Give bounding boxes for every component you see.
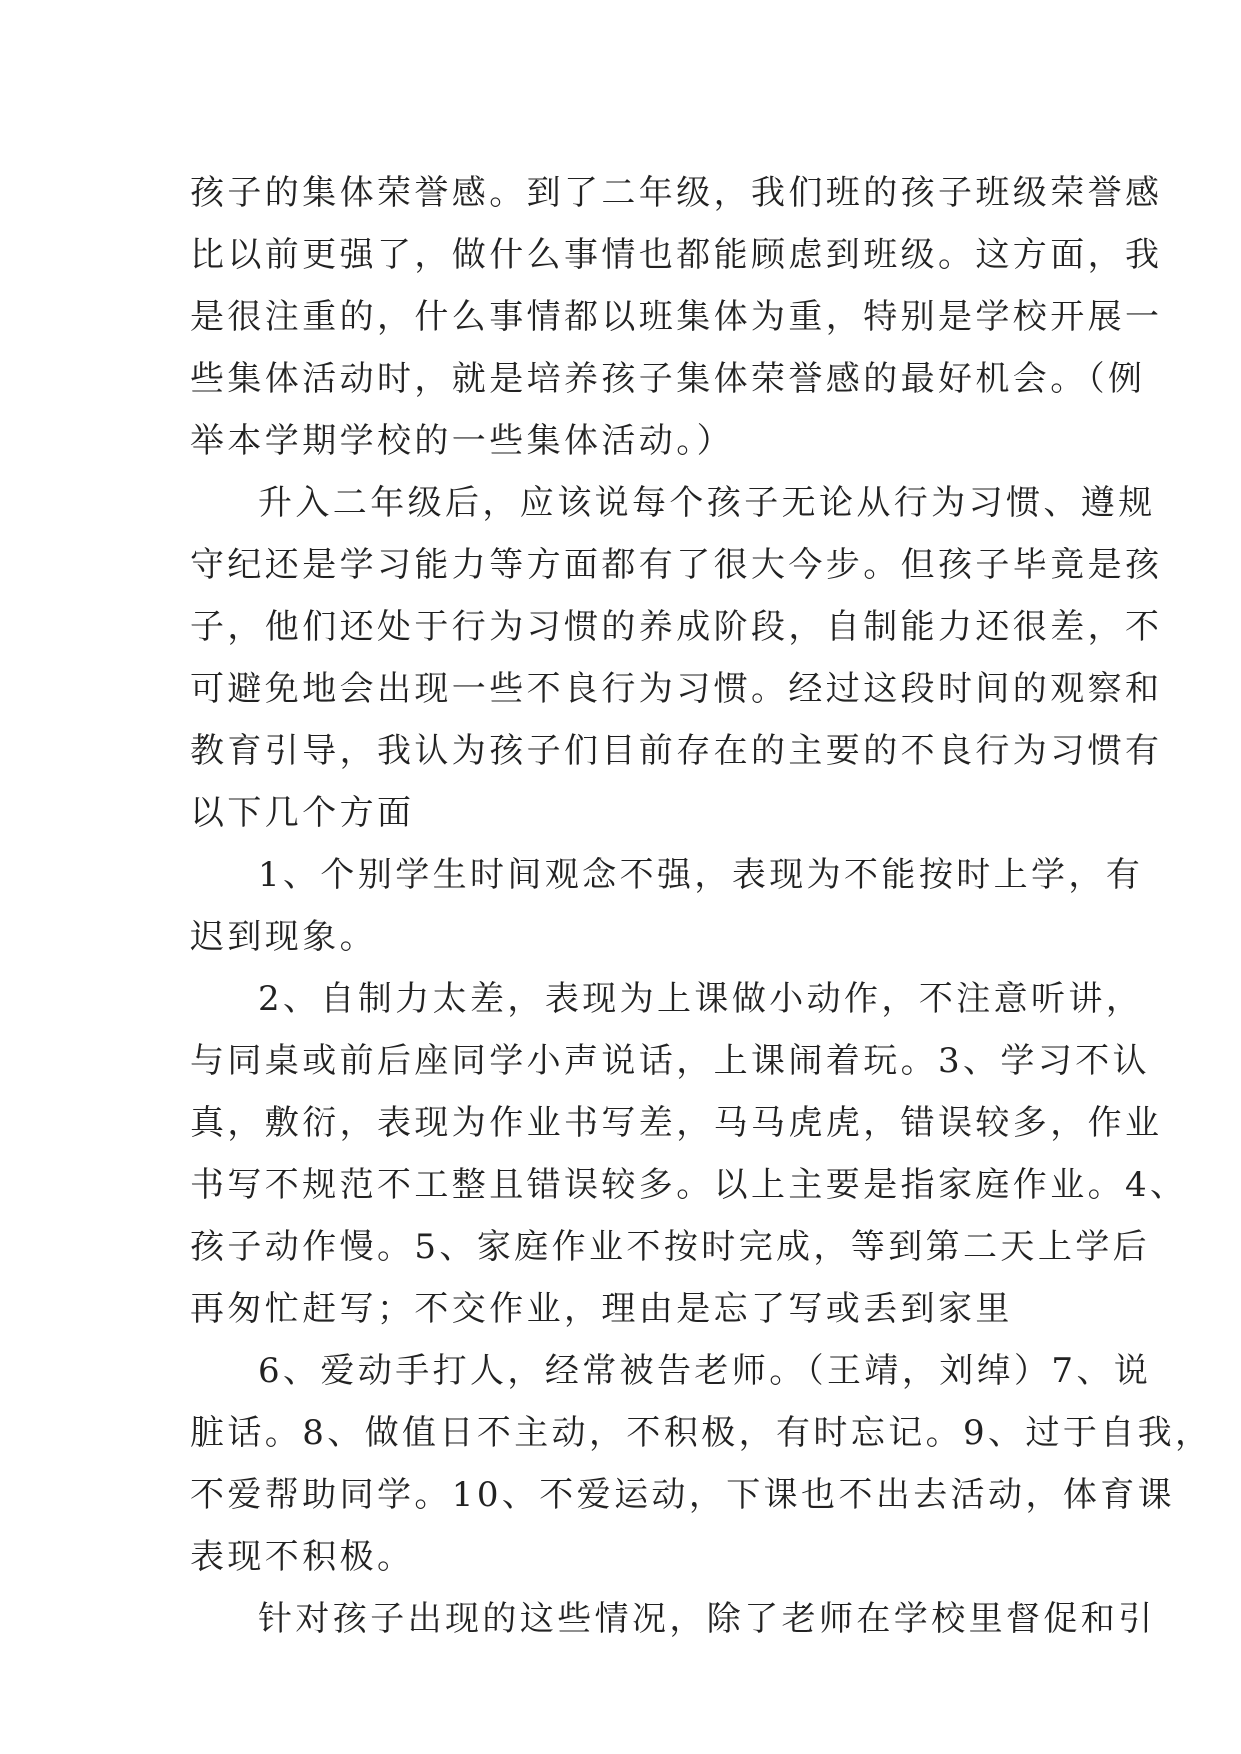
text-line: 子，他们还处于行为习惯的养成阶段，自制能力还很差，不 xyxy=(190,607,1163,647)
text-line: 表现不积极。 xyxy=(190,1537,415,1577)
text-line: 针对孩子出现的这些情况，除了老师在学校里督促和引 xyxy=(258,1599,1156,1639)
text-line: 教育引导，我认为孩子们目前存在的主要的不良行为习惯有 xyxy=(190,731,1163,771)
text-line: 真，敷衍，表现为作业书写差，马马虎虎，错误较多，作业 xyxy=(190,1103,1163,1143)
text-line: 6、爱动手打人，经常被告老师。（王靖，刘绰）7、说 xyxy=(258,1351,1152,1391)
text-line: 书写不规范不工整且错误较多。以上主要是指家庭作业。4、 xyxy=(190,1165,1188,1205)
text-line: 不爱帮助同学。10、不爱运动，下课也不出去活动，体育课 xyxy=(190,1475,1176,1515)
text-line: 升入二年级后，应该说每个孩子无论从行为习惯、遵规 xyxy=(258,483,1156,523)
text-line: 是很注重的，什么事情都以班集体为重，特别是学校开展一 xyxy=(190,297,1163,337)
text-line: 脏话。8、做值日不主动，不积极，有时忘记。9、过于自我， xyxy=(190,1413,1213,1453)
text-line: 以下几个方面 xyxy=(190,793,415,833)
text-line: 1、个别学生时间观念不强，表现为不能按时上学，有 xyxy=(258,855,1144,895)
text-line: 孩子动作慢。5、家庭作业不按时完成，等到第二天上学后 xyxy=(190,1227,1151,1267)
text-line: 可避免地会出现一些不良行为习惯。经过这段时间的观察和 xyxy=(190,669,1163,709)
text-line: 举本学期学校的一些集体活动。） xyxy=(190,421,734,461)
text-line: 迟到现象。 xyxy=(190,917,377,957)
text-line: 守纪还是学习能力等方面都有了很大今步。但孩子毕竟是孩 xyxy=(190,545,1163,585)
text-line: 再匆忙赶写；不交作业，理由是忘了写或丢到家里 xyxy=(190,1289,1013,1329)
text-line: 比以前更强了，做什么事情也都能顾虑到班级。这方面，我 xyxy=(190,235,1163,275)
body-text xyxy=(190,162,1213,1650)
text-line: 与同桌或前后座同学小声说话，上课闹着玩。3、学习不认 xyxy=(190,1041,1151,1081)
text-line: 孩子的集体荣誉感。到了二年级，我们班的孩子班级荣誉感 xyxy=(190,173,1163,213)
text-line: 些集体活动时，就是培养孩子集体荣誉感的最好机会。（例 xyxy=(190,359,1146,399)
text-line: 2、自制力太差，表现为上课做小动作，不注意听讲， xyxy=(258,979,1144,1019)
